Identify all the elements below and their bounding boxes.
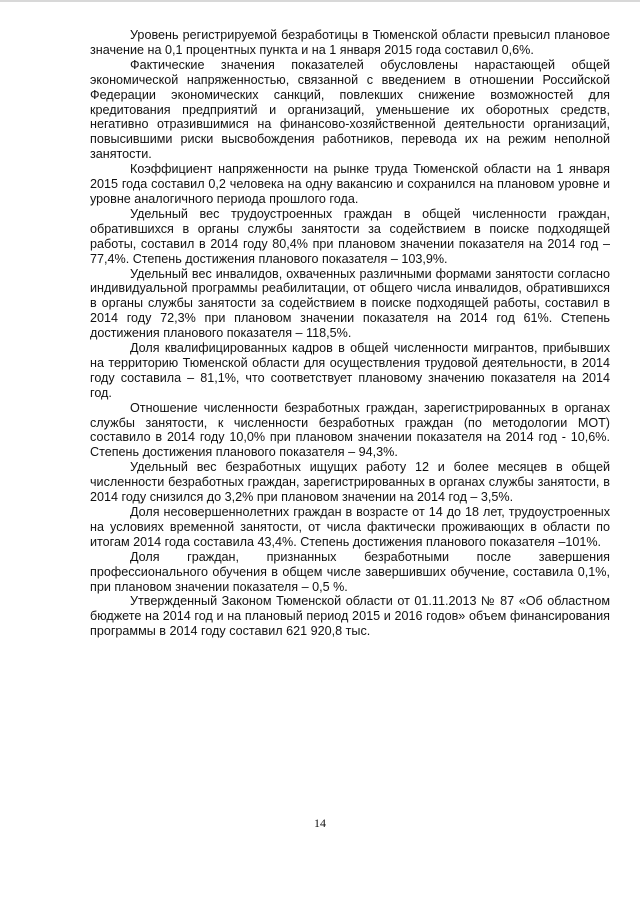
paragraph-employed-share: Удельный вес трудоустроенных граждан в общей численности граждан, обратившихся в органы службы занятости за содействием в поиске подходящей работы, составил в 2014 году 80,4% при плановом значении показателя на 2014 год – 77,4%. Степень достижения планового показателя – 103,9%.: [90, 206, 610, 266]
page-top-edge: [0, 0, 640, 2]
paragraph-program-funding: Утвержденный Законом Тюменской области от 01.11.2013 № 87 «Об областном бюджете на 2014 год и на плановый период 2015 и 2016 годов» объем финансирования программы в 2014 году составил 621 920,8 тыс.: [90, 594, 610, 639]
paragraph-tension-coefficient: Коэффициент напряженности на рынке труда Тюменской области на 1 января 2015 года составил 0,2 человека на одну вакансию и сохранился на плановом уровне и уровне аналогичного периода прошлого года.: [90, 162, 610, 206]
paragraph-economic-tension: Фактические значения показателей обусловлены нарастающей общей экономической напряженностью, связанной с введением в отношении Российской Федерации экономических санкций, повлекших снижение возможностей для кредитования предприятий и организаций, уменьшение их оборотных средств, негативно отразившимися на финансово-хозяйственной деятельности организаций, повысившими риски высвобождения работников, перевода их на режим неполной занятости.: [90, 57, 610, 162]
paragraph-long-term-unemployed: Удельный вес безработных ищущих работу 12 и более месяцев в общей численности безработных граждан, зарегистрированных в органах службы занятости, в 2014 году снизился до 3,2% при плановом значении на 2014 год – 3,5%.: [90, 460, 610, 505]
paragraph-qualified-migrants: Доля квалифицированных кадров в общей численности мигрантов, прибывших на территорию Тюменской области для осуществления трудовой деятельности, в 2014 году составила – 81,1%, что соответствует плановому значению показателя на 2014 год.: [90, 341, 610, 400]
paragraph-training-unemployed: Доля граждан, признанных безработными после завершения профессионального обучения в общем числе завершивших обучение, составила 0,1%, при плановом значении показателя – 0,5 %.: [90, 549, 610, 594]
paragraph-unemployed-ratio: Отношение численности безработных граждан, зарегистрированных в органах службы занятости, к численности безработных граждан (по методологии МОТ) составило в 2014 году 10,0% при плановом значении показателя на 2014 год - 10,6%. Степень достижения планового показателя – 94,3%.: [90, 400, 610, 460]
paragraph-minors-employment: Доля несовершеннолетних граждан в возрасте от 14 до 18 лет, трудоустроенных на условиях временной занятости, от числа фактически проживающих в области по итогам 2014 года составила 43,4%. Степень достижения планового показателя –101%.: [90, 505, 610, 549]
paragraph-unemployment-level: Уровень регистрируемой безработицы в Тюменской области превысил плановое значение на 0,1 процентных пункта и на 1 января 2015 года составил 0,6%.: [90, 28, 610, 57]
document-body: [90, 28, 610, 639]
paragraph-disabled-share: Удельный вес инвалидов, охваченных различными формами занятости согласно индивидуальной программы реабилитации, от общего числа инвалидов, обратившихся в органы службы занятости за содействием в поиске подходящей работы, составил в 2014 году 72,3% при плановом значении показателя на 2014 год 61%. Степень достижения планового показателя – 118,5%.: [90, 266, 610, 341]
page-number: 14: [314, 816, 326, 830]
